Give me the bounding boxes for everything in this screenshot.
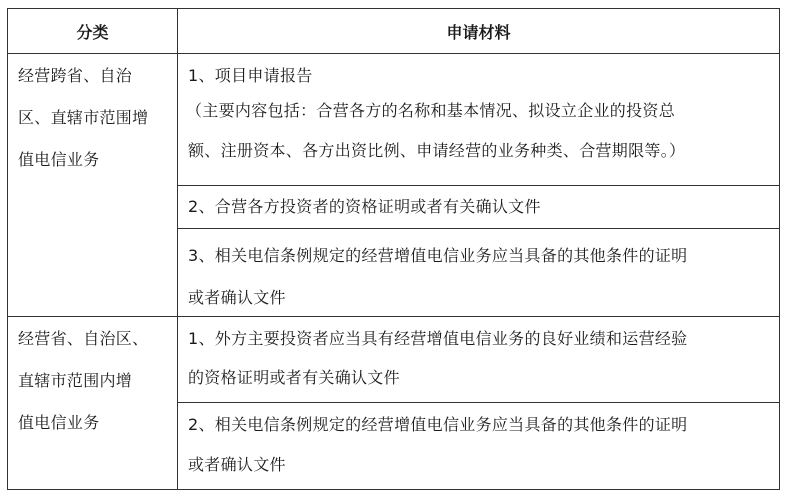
column-divider xyxy=(177,9,178,489)
group2-item2 xyxy=(188,406,778,486)
item-line: 的资格证明或者有关确认文件 xyxy=(188,368,400,387)
group1-category-line: 区、直辖市范围增 xyxy=(18,108,149,127)
item-line: 3、相关电信条例规定的经营增值电信业务应当具备的其他条件的证明 xyxy=(188,246,688,265)
item-line: 1、项目申请报告 xyxy=(188,66,313,85)
item-line: 1、外方主要投资者应当具有经营增值电信业务的良好业绩和运营经验 xyxy=(188,329,688,348)
group1-item1 xyxy=(188,61,778,171)
group-divider xyxy=(8,316,779,317)
header-category xyxy=(8,9,177,53)
group1-item2 xyxy=(188,192,778,222)
header-divider xyxy=(8,53,779,54)
group2-category-line: 值电信业务 xyxy=(18,413,100,432)
item-line: 2、相关电信条例规定的经营增值电信业务应当具备的其他条件的证明 xyxy=(188,415,688,434)
row-divider xyxy=(178,402,779,403)
row-divider xyxy=(178,185,779,186)
group1-category-line: 值电信业务 xyxy=(18,150,100,169)
group2-item1 xyxy=(188,321,778,399)
item-line: 或者确认文件 xyxy=(188,288,286,307)
group2-category-line: 直辖市范围内增 xyxy=(18,371,133,390)
item-line: 或者确认文件 xyxy=(188,455,286,474)
header-materials-label: 申请材料 xyxy=(446,22,511,42)
group1-item3 xyxy=(188,234,778,318)
header-materials xyxy=(178,9,779,53)
group1-category xyxy=(18,55,176,181)
item-line: （主要内容包括：合营各方的名称和基本情况、拟设立企业的投资总 xyxy=(186,101,676,120)
group1-category-line: 经营跨省、自治 xyxy=(18,66,133,85)
materials-table xyxy=(7,8,780,490)
item-line: 2、合营各方投资者的资格证明或者有关确认文件 xyxy=(188,197,541,216)
group2-category-line: 经营省、自治区、 xyxy=(18,329,149,348)
item-line: 额、注册资本、各方出资比例、申请经营的业务种类、合营期限等。） xyxy=(188,141,686,160)
header-category-label: 分类 xyxy=(76,22,109,42)
row-divider xyxy=(178,228,779,229)
group2-category xyxy=(18,318,176,444)
